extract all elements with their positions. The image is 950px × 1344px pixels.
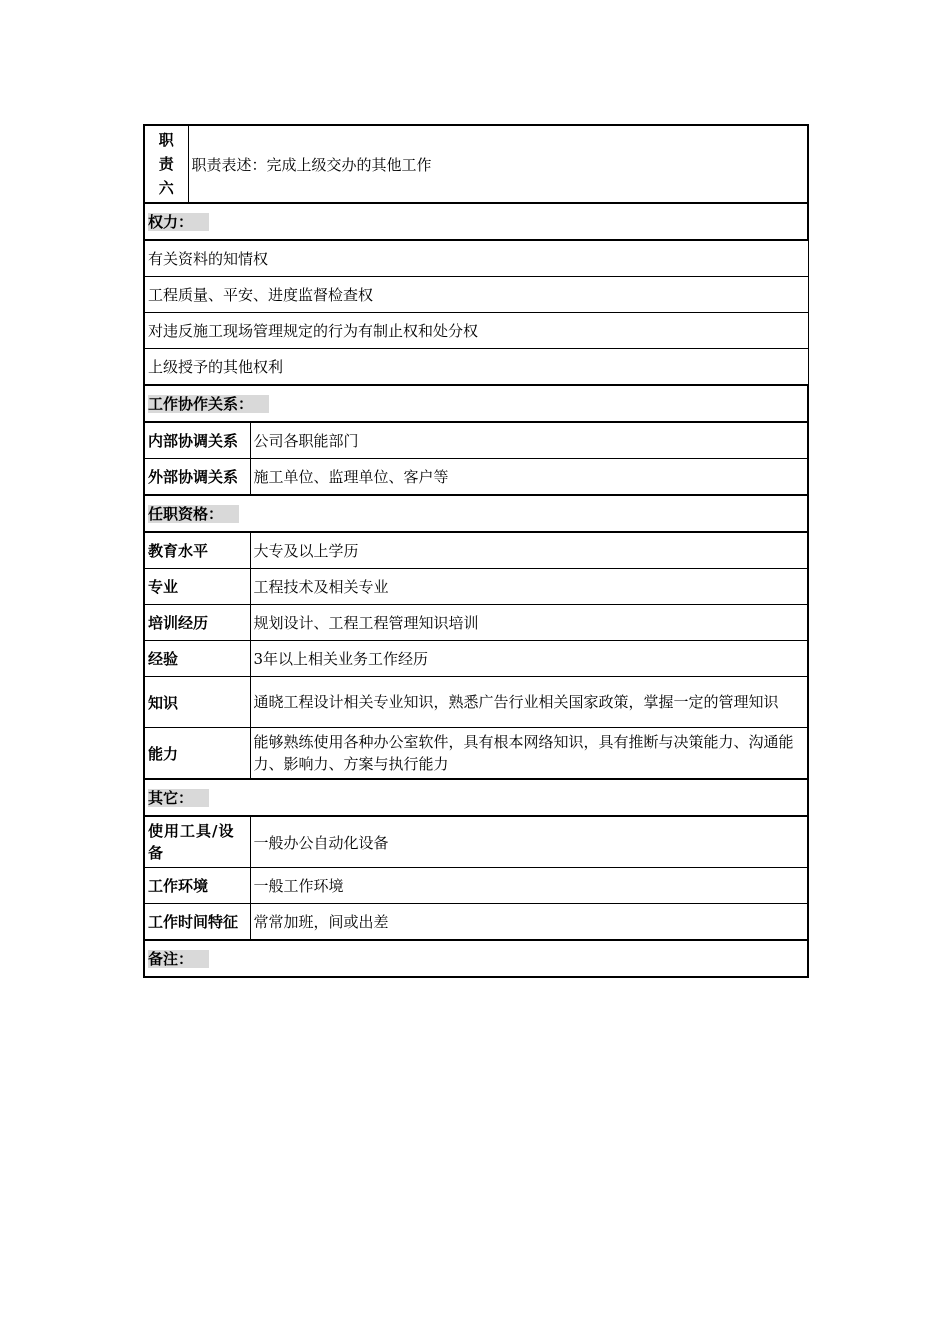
other-value: 常常加班，间或出差 — [250, 904, 808, 941]
qualifications-header-row — [144, 495, 808, 532]
power-item-row — [144, 240, 808, 277]
relation-label: 内部协调关系 — [144, 422, 250, 459]
duty-six-row — [144, 125, 808, 203]
qualification-value: 工程技术及相关专业 — [250, 569, 808, 605]
qualification-value: 大专及以上学历 — [250, 532, 808, 569]
qualification-row-ability — [144, 728, 808, 780]
duty-six-label-char-2: 责 — [158, 155, 174, 173]
power-item: 工程质量、平安、进度监督检查权 — [144, 277, 808, 313]
duty-six-label-char-3: 六 — [158, 179, 174, 197]
remarks-header-row — [144, 940, 808, 977]
qualification-label: 培训经历 — [144, 605, 250, 641]
relation-row-external — [144, 459, 808, 496]
duty-six-text: 职责表述：完成上级交办的其他工作 — [188, 125, 808, 203]
qualification-row-major — [144, 569, 808, 605]
other-row-tools — [144, 816, 808, 868]
qualification-row-training — [144, 605, 808, 641]
qualification-label: 专业 — [144, 569, 250, 605]
relation-label: 外部协调关系 — [144, 459, 250, 496]
powers-header-text: 权力： — [148, 213, 209, 231]
other-label: 工作时间特征 — [144, 904, 250, 941]
remarks-header — [144, 940, 808, 977]
powers-header-row — [144, 203, 808, 240]
qualification-value: 能够熟练使用各种办公室软件，具有根本网络知识，具有推断与决策能力、沟通能力、影响力、方案与执行能力 — [250, 728, 808, 780]
qualification-label: 知识 — [144, 677, 250, 728]
other-row-working-hours — [144, 904, 808, 941]
qualification-row-knowledge — [144, 677, 808, 728]
qualification-row-education — [144, 532, 808, 569]
relation-value: 施工单位、监理单位、客户等 — [250, 459, 808, 496]
relation-row-internal — [144, 422, 808, 459]
qualifications-header-text: 任职资格： — [148, 505, 239, 523]
other-value: 一般办公自动化设备 — [250, 816, 808, 868]
qualification-value: 通晓工程设计相关专业知识，熟悉广告行业相关国家政策，掌握一定的管理知识 — [250, 677, 808, 728]
power-item: 上级授予的其他权利 — [144, 349, 808, 386]
other-label: 工作环境 — [144, 868, 250, 904]
power-item-row — [144, 277, 808, 313]
other-header — [144, 779, 808, 816]
other-row-environment — [144, 868, 808, 904]
power-item: 有关资料的知情权 — [144, 240, 808, 277]
relation-value: 公司各职能部门 — [250, 422, 808, 459]
qualification-value: 3年以上相关业务工作经历 — [250, 641, 808, 677]
qualification-label: 能力 — [144, 728, 250, 780]
relations-header-text: 工作协作关系： — [148, 395, 269, 413]
qualifications-header — [144, 495, 808, 532]
qualification-label: 经验 — [144, 641, 250, 677]
power-item-row — [144, 349, 808, 386]
job-description-table — [143, 124, 809, 978]
remarks-header-text: 备注： — [148, 950, 209, 968]
qualification-value: 规划设计、工程工程管理知识培训 — [250, 605, 808, 641]
relations-header-row — [144, 385, 808, 422]
other-label: 使用工具/设备 — [144, 816, 250, 868]
power-item: 对违反施工现场管理规定的行为有制止权和处分权 — [144, 313, 808, 349]
qualification-row-experience — [144, 641, 808, 677]
power-item-row — [144, 313, 808, 349]
other-header-text: 其它： — [148, 789, 209, 807]
qualification-label: 教育水平 — [144, 532, 250, 569]
job-description-page — [143, 124, 807, 978]
other-value: 一般工作环境 — [250, 868, 808, 904]
other-header-row — [144, 779, 808, 816]
duty-six-label-char-1: 职 — [158, 131, 174, 149]
powers-header — [144, 203, 808, 240]
duty-six-label — [144, 125, 188, 203]
relations-header — [144, 385, 808, 422]
